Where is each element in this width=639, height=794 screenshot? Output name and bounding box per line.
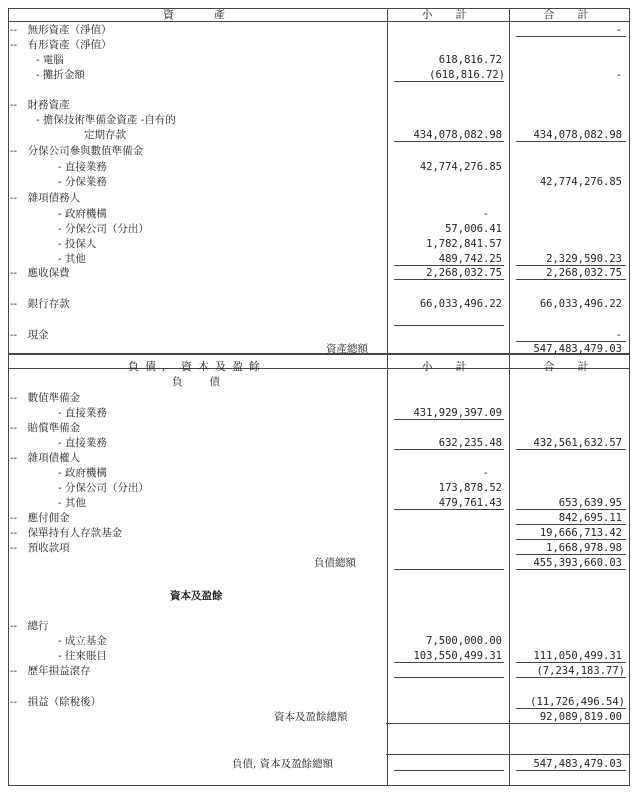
total-underline xyxy=(516,569,626,570)
row-label: - 攤折金額 xyxy=(36,69,85,81)
row-subtotal: - xyxy=(482,467,489,479)
row-subtotal: 42,774,276.85 xyxy=(419,161,502,173)
row-subtotal: - xyxy=(482,208,489,220)
row-total: 653,639.95 xyxy=(558,497,622,509)
total-underline xyxy=(516,662,626,663)
subtotal-underline xyxy=(394,677,504,678)
row-total: 42,774,276.85 xyxy=(539,176,622,188)
row-subtotal: 66,033,496.22 xyxy=(419,298,502,310)
row-label: - 往來賬目 xyxy=(58,650,107,662)
assets-header-rule xyxy=(9,21,629,22)
total-underline xyxy=(516,677,626,678)
row-label: -- 有形資產（淨值） xyxy=(10,39,112,51)
total-underline xyxy=(516,141,626,142)
row-total: 434,078,082.98 xyxy=(533,129,622,141)
assets-header-total: 合 計 xyxy=(543,8,595,21)
row-label: - 電腦 xyxy=(36,54,64,66)
row-label: - 政府機構 xyxy=(58,467,107,479)
row-total: 66,033,496.22 xyxy=(539,298,622,310)
subtotal-underline xyxy=(394,662,504,663)
row-subtotal: 7,500,000.00 xyxy=(426,635,502,647)
capital-total: 92,089,819.00 xyxy=(539,711,622,723)
liabilities-total-label: 負債總額 xyxy=(314,557,356,569)
row-total: 842,695.11 xyxy=(558,512,622,524)
subtotal-underline xyxy=(394,141,504,142)
assets-header-title: 資 產 xyxy=(163,8,231,21)
row-label: - 政府機構 xyxy=(58,208,107,220)
row-subtotal: 2,268,032.75 xyxy=(426,267,502,279)
liabilities-section-title: 負 債 xyxy=(172,376,222,388)
rule xyxy=(386,723,630,724)
row-subtotal: 632,235.48 xyxy=(438,437,502,449)
row-label: - 分保業務 xyxy=(58,176,107,188)
assets-grand-total-label: 資產總額 xyxy=(326,343,368,355)
row-label: -- 損益（除稅後） xyxy=(10,696,102,708)
liabilities-header-subtotal: 小 計 xyxy=(421,360,473,373)
subtotal-underline xyxy=(394,265,504,266)
row-total: (7,234,183.77) xyxy=(536,665,625,677)
subtotal-underline xyxy=(394,509,504,510)
row-label: -- 歷年損益滾存 xyxy=(10,665,91,677)
row-subtotal: 618,816.72 xyxy=(438,54,502,66)
total-underline xyxy=(516,265,626,266)
row-subtotal: 173,878.52 xyxy=(438,482,502,494)
row-subtotal: 57,006.41 xyxy=(445,223,502,235)
total-underline xyxy=(516,524,626,525)
row-label: -- 無形資產（淨值） xyxy=(10,24,112,36)
row-subtotal: 434,078,082.98 xyxy=(413,129,502,141)
row-total: 2,268,032.75 xyxy=(546,267,622,279)
row-label: - 其他 xyxy=(58,497,86,509)
row-label: - 分保公司（分出） xyxy=(58,482,149,494)
assets-header-subtotal: 小 計 xyxy=(421,8,473,21)
row-label: -- 保單持有人存款基金 xyxy=(10,527,123,539)
liabilities-total: 455,393,660.03 xyxy=(533,557,622,569)
subtotal-underline xyxy=(394,81,504,82)
row-total: - xyxy=(615,329,622,341)
row-label: 定期存款 xyxy=(84,129,126,141)
row-label: -- 雜項債權人 xyxy=(10,452,81,464)
subtotal-underline xyxy=(394,325,504,326)
row-subtotal: 431,929,397.09 xyxy=(413,407,502,419)
row-subtotal: (618,816.72) xyxy=(429,69,505,81)
subtotal-underline xyxy=(394,449,504,450)
total-underline xyxy=(516,708,626,709)
row-label: -- 雜項債務人 xyxy=(10,192,81,204)
row-total: - xyxy=(615,69,622,81)
row-subtotal: 489,742.25 xyxy=(438,253,502,265)
liabilities-header-title: 負債, 資本及盈餘 xyxy=(128,360,266,373)
capital-total-label: 資本及盈餘總額 xyxy=(274,711,348,723)
row-label: -- 財務資產 xyxy=(10,99,70,111)
row-label: - 直接業務 xyxy=(58,407,107,419)
subtotal-underline xyxy=(394,569,504,570)
row-total: 19,666,713.42 xyxy=(539,527,622,539)
assets-grand-total: 547,483,479.03 xyxy=(533,343,622,355)
row-total: - xyxy=(615,24,622,36)
total-underline xyxy=(516,279,626,280)
row-label: - 其他 xyxy=(58,253,86,265)
grand-total-label: 負債, 資本及盈餘總額 xyxy=(232,758,334,770)
grand-total: 547,483,479.03 xyxy=(533,758,622,770)
row-total: 1,668,978.98 xyxy=(546,542,622,554)
total-underline xyxy=(516,36,626,37)
capital-section-title: 資本及盈餘 xyxy=(170,590,223,602)
row-label: -- 賠償準備金 xyxy=(10,422,81,434)
total-underline xyxy=(516,539,626,540)
row-label: -- 數值準備金 xyxy=(10,392,81,404)
row-total: 2,329,590.23 xyxy=(546,253,622,265)
row-total: (11,726,496.54) xyxy=(530,696,625,708)
row-label: -- 總行 xyxy=(10,620,49,632)
column-divider-subtotal xyxy=(387,9,388,785)
subtotal-underline xyxy=(394,279,504,280)
total-underline xyxy=(516,341,626,342)
row-label: - 分保公司（分出） xyxy=(58,223,149,235)
row-subtotal: 103,550,499.31 xyxy=(413,650,502,662)
row-subtotal: 479,761.43 xyxy=(438,497,502,509)
subtotal-underline xyxy=(394,770,504,771)
row-label: - 直接業務 xyxy=(58,437,107,449)
rule xyxy=(386,754,630,755)
row-total: 111,050,499.31 xyxy=(533,650,622,662)
row-label: - 成立基金 xyxy=(58,635,107,647)
row-label: -- 預收款項 xyxy=(10,542,70,554)
total-underline xyxy=(516,509,626,510)
row-label: -- 應收保費 xyxy=(10,267,70,279)
row-label: -- 應付佣金 xyxy=(10,512,70,524)
total-underline xyxy=(516,554,626,555)
row-label: - 擔保技術準備金資產 -自有的 xyxy=(36,114,176,126)
row-total: 432,561,632.57 xyxy=(533,437,622,449)
row-label: - 直接業務 xyxy=(58,161,107,173)
row-label: -- 銀行存款 xyxy=(10,298,70,310)
row-subtotal: 1,782,841.57 xyxy=(426,238,502,250)
total-underline xyxy=(516,449,626,450)
column-divider-total xyxy=(509,9,510,785)
row-label: -- 分保公司參與數值準備金 xyxy=(10,145,144,157)
liabilities-header-total: 合 計 xyxy=(543,360,595,373)
subtotal-underline xyxy=(394,419,504,420)
row-label: - 投保人 xyxy=(58,238,97,250)
total-underline xyxy=(516,770,626,771)
row-label: -- 現金 xyxy=(10,329,49,341)
